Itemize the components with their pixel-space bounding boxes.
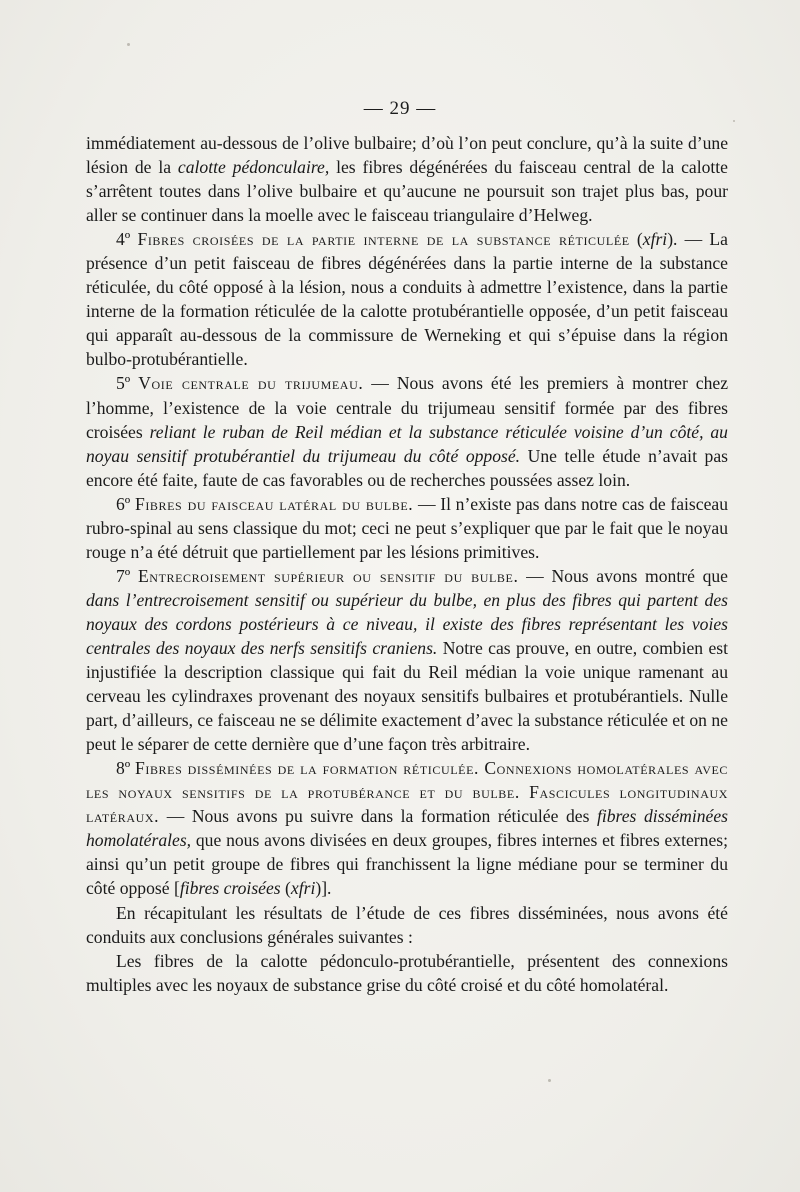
paragraph-p5: [86, 756, 728, 900]
text-run: que nous avons divisées en deux groupes, fibres internes et fibres externes; ainsi qu’un petit groupe de fibres qui franchissent la ligne médiane pour se terminer du côté opposé [: [86, 830, 728, 899]
paragraph-p1: [86, 227, 728, 371]
text-run: Une telle étude n’avait pas encore été faite, faute de cas favorables ou de recherches poussées assez loin.: [86, 445, 728, 490]
section-heading: Fibres croisées de la partie interne de la substance réticulée: [137, 229, 630, 250]
italic-text: fibres disséminées homolatérales,: [86, 806, 728, 851]
paper-speck: [548, 1079, 551, 1082]
text-run: immédiatement au-dessous de l’olive bulbaire; d’où l’on peut conclure, qu’à la suite d’une lésion de la: [86, 133, 728, 178]
text-run: Notre cas prouve, en outre, combien est injustifiée la description classique qui fait du Reil médian la voie unique ramenant au cerveau les cylindraxes provenant des noyaux sensitifs bulbaires et protubérantiels. Nulle part, d’ailleurs, ce faisceau ne se délimite exactement d’avec la substance réticulée et on ne peut le séparer de cette dernière que d’une façon très arbitraire.: [86, 637, 728, 755]
section-heading: Entrecroisement supérieur ou sensitif du bulbe.: [137, 565, 519, 586]
paragraph-p6: [86, 901, 728, 949]
text-run: 4º: [116, 229, 138, 250]
paper-speck: [127, 43, 130, 46]
paragraph-p0: [86, 131, 728, 227]
text-run: En récapitulant les résultats de l’étude de ces fibres disséminées, nous avons été conduits aux conclusions générales suivantes :: [86, 902, 728, 947]
body-text: [86, 131, 728, 997]
italic-text: calotte pédonculaire,: [177, 157, 330, 178]
text-run: 8º: [116, 758, 135, 779]
text-run: — Nous avons montré que: [518, 565, 728, 586]
italic-text: dans l’entrecroisement sensitif ou supérieur du bulbe, en plus des fibres qui partent des noyaux des cordons postérieurs à ce niveau, il existe des fibres représentant les voies centrales des noyaux des nerfs sensitifs craniens.: [86, 589, 728, 658]
text-run: — Nous avons été les premiers à montrer chez l’homme, l’existence de la voie centrale du trijumeau sensitif formée par des fibres croisées: [86, 373, 728, 442]
section-heading: Fibres disséminées de la formation réticulée. Connexions homolatérales avec les noyaux sensitifs de la protubérance et du bulbe. Fascicules longitudinaux latéraux.: [86, 758, 728, 827]
text-run: (: [629, 229, 643, 250]
paragraph-p3: [86, 492, 728, 564]
text-run: )].: [315, 878, 332, 899]
text-run: les fibres dégénérées du faisceau central de la calotte s’arrêtent toutes dans l’olive bulbaire et qu’aucune ne poursuit son trajet plus bas, pour aller se continuer dans la moelle avec le faisceau triangulaire d’Helweg.: [86, 157, 728, 226]
paper-speck: [733, 120, 735, 122]
text-run: ). — La présence d’un petit faisceau de fibres dégénérées dans la partie interne de la substance réticulée, du côté opposé à la lésion, nous a conduits à admettre l’existence, dans la partie interne de la formation réticulée de la calotte protubérantielle opposée, d’un petit faisceau qui apparaît au-dessous de la commissure de Werneking et qui s’épuise dans la région bulbo-protubérantielle.: [86, 229, 728, 370]
text-run: Les fibres de la calotte pédonculo-protubérantielle, présentent des connexions multiples avec les noyaux de substance grise du côté croisé et du côté homolatéral.: [86, 950, 728, 995]
text-run: 7º: [116, 565, 138, 586]
text-run: 5º: [116, 373, 139, 394]
paragraph-p4: [86, 564, 728, 756]
paragraph-p2: [86, 371, 728, 491]
text-run: — Il n’existe pas dans notre cas de faisceau rubro-spinal au sens classique du mot; ceci ne peut s’expliquer que par le fait que le noyau rouge n’a été détruit que partiellement par les lésions primitives.: [86, 493, 728, 562]
section-heading: Fibres du faisceau latéral du bulbe.: [134, 493, 414, 514]
section-heading: Voie centrale du trijumeau.: [138, 373, 364, 394]
text-run: 6º: [116, 493, 135, 514]
italic-text: xfri: [290, 878, 316, 899]
italic-text: reliant le ruban de Reil médian et la substance réticulée voisine d’un côté, au noyau sensitif protubérantiel du trijumeau du côté opposé.: [86, 421, 728, 466]
italic-text: fibres croisées: [179, 878, 281, 899]
text-run: (: [280, 878, 291, 899]
italic-text: xfri: [642, 229, 668, 250]
paragraph-p7: [86, 949, 728, 997]
page-number: — 29 —: [363, 98, 437, 119]
text-run: — Nous avons pu suivre dans la formation réticulée des: [159, 806, 597, 827]
